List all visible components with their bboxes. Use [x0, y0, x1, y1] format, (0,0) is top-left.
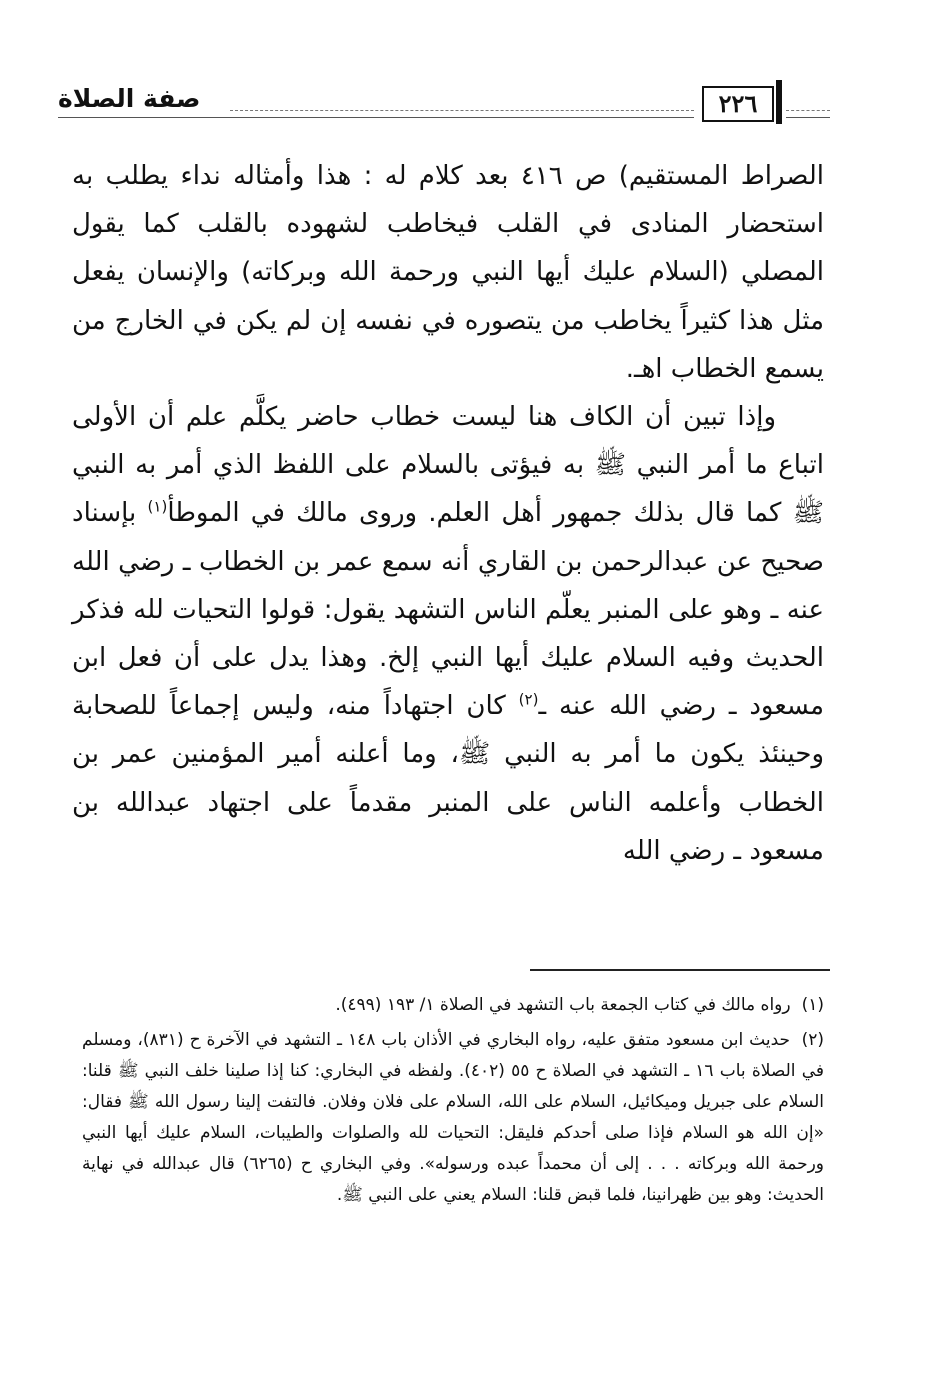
- paragraph: الصراط المستقيم) ص ٤١٦ بعد كلام له : هذا وأمثاله نداء يطلب به استحضار المنادى في القلب فيخاطب لشهوده بالقلب كما يقول المصلي (السلام عليك أيها النبي ورحمة الله وبركاته) والإنسان يفعل مثل هذا كثيراً يخاطب من يتصوره في نفسه إن لم يكن في الخارج من يسمع الخطاب اهـ.: [72, 161, 825, 384]
- running-title: صفة الصلاة: [58, 84, 201, 113]
- footnote-text: رواه مالك في كتاب الجمعة باب التشهد في الصلاة ١/ ١٩٣ (٤٩٩).: [335, 995, 791, 1015]
- footnote: [82, 1025, 824, 1211]
- footnote-reference[interactable]: (١): [147, 497, 168, 516]
- footnote-number: (١): [801, 995, 824, 1015]
- page-number-shadow: [776, 80, 782, 124]
- header-rule-right-dashed: [786, 110, 830, 111]
- footnote-text: حديث ابن مسعود متفق عليه، رواه البخاري في الأذان باب ١٤٨ ـ التشهد في الآخرة ح (٨٣١)، ومسلم في الصلاة باب ١٦ ـ التشهد في الصلاة ح ٥٥ (٤٠٢). ولفظه في البخاري: كنا إذا صلينا خلف النبي ﷺ قلنا: السلام على جبريل وميكائيل، السلام على الله، السلام على فلان وفلان. فالتفت إلينا رسول الله ﷺ فقال: «إن الله هو السلام فإذا صلى أحدكم فليقل: التحيات لله والصلوات والطيبات، السلام عليك أيها النبي ورحمة الله وبركاته . . . إلى أن محمداً عبده ورسوله». وفي البخاري ح (٦٢٦٥) قال عبدالله في نهاية الحديث: وهو بين ظهرانينا، فلما قبض قلنا: السلام يعني على النبي ﷺ.: [82, 1030, 824, 1205]
- header-rule-right: [786, 117, 830, 118]
- paragraph: [72, 393, 824, 875]
- footnote: [82, 990, 824, 1021]
- footnotes: [82, 990, 824, 1215]
- paragraph-text: بإسناد صحيح عن عبدالرحمن بن القاري أنه سمع عمر بن الخطاب ـ رضي الله عنه ـ وهو على المنبر يعلّم الناس التشهد يقول: قولوا التحيات لله فذكر الحديث وفيه السلام عليك أيها النبي إلخ. وهذا يدل على أن فعل ابن مسعود ـ رضي الله عنه ـ: [72, 498, 824, 722]
- paragraph-text: وإذا تبين أن الكاف هنا ليست خطاب حاضر يكلَّم علم أن الأولى اتباع ما أمر النبي ﷺ به فيؤتى بالسلام على اللفظ الذي أمر به النبي ﷺ كما قال بذلك جمهور أهل العلم. وروى مالك في الموطأ: [72, 402, 824, 529]
- page-number: ٢٢٦: [702, 86, 774, 122]
- header-rule-left-dashed: [230, 110, 694, 111]
- footnote-separator: [530, 969, 830, 971]
- footnote-reference[interactable]: (٢): [518, 690, 539, 709]
- header-rule-left: [58, 117, 694, 118]
- paragraph-text: كان اجتهاداً منه، وليس إجماعاً للصحابة وحينئذ يكون ما أمر به النبي ﷺ، وما أعلنه أمير المؤمنين عمر بن الخطاب وأعلمه الناس على المنبر مقدماً على اجتهاد عبدالله بن مسعود ـ رضي الله: [72, 691, 824, 866]
- main-text: [72, 152, 824, 875]
- footnote-number: (٢): [801, 1030, 825, 1050]
